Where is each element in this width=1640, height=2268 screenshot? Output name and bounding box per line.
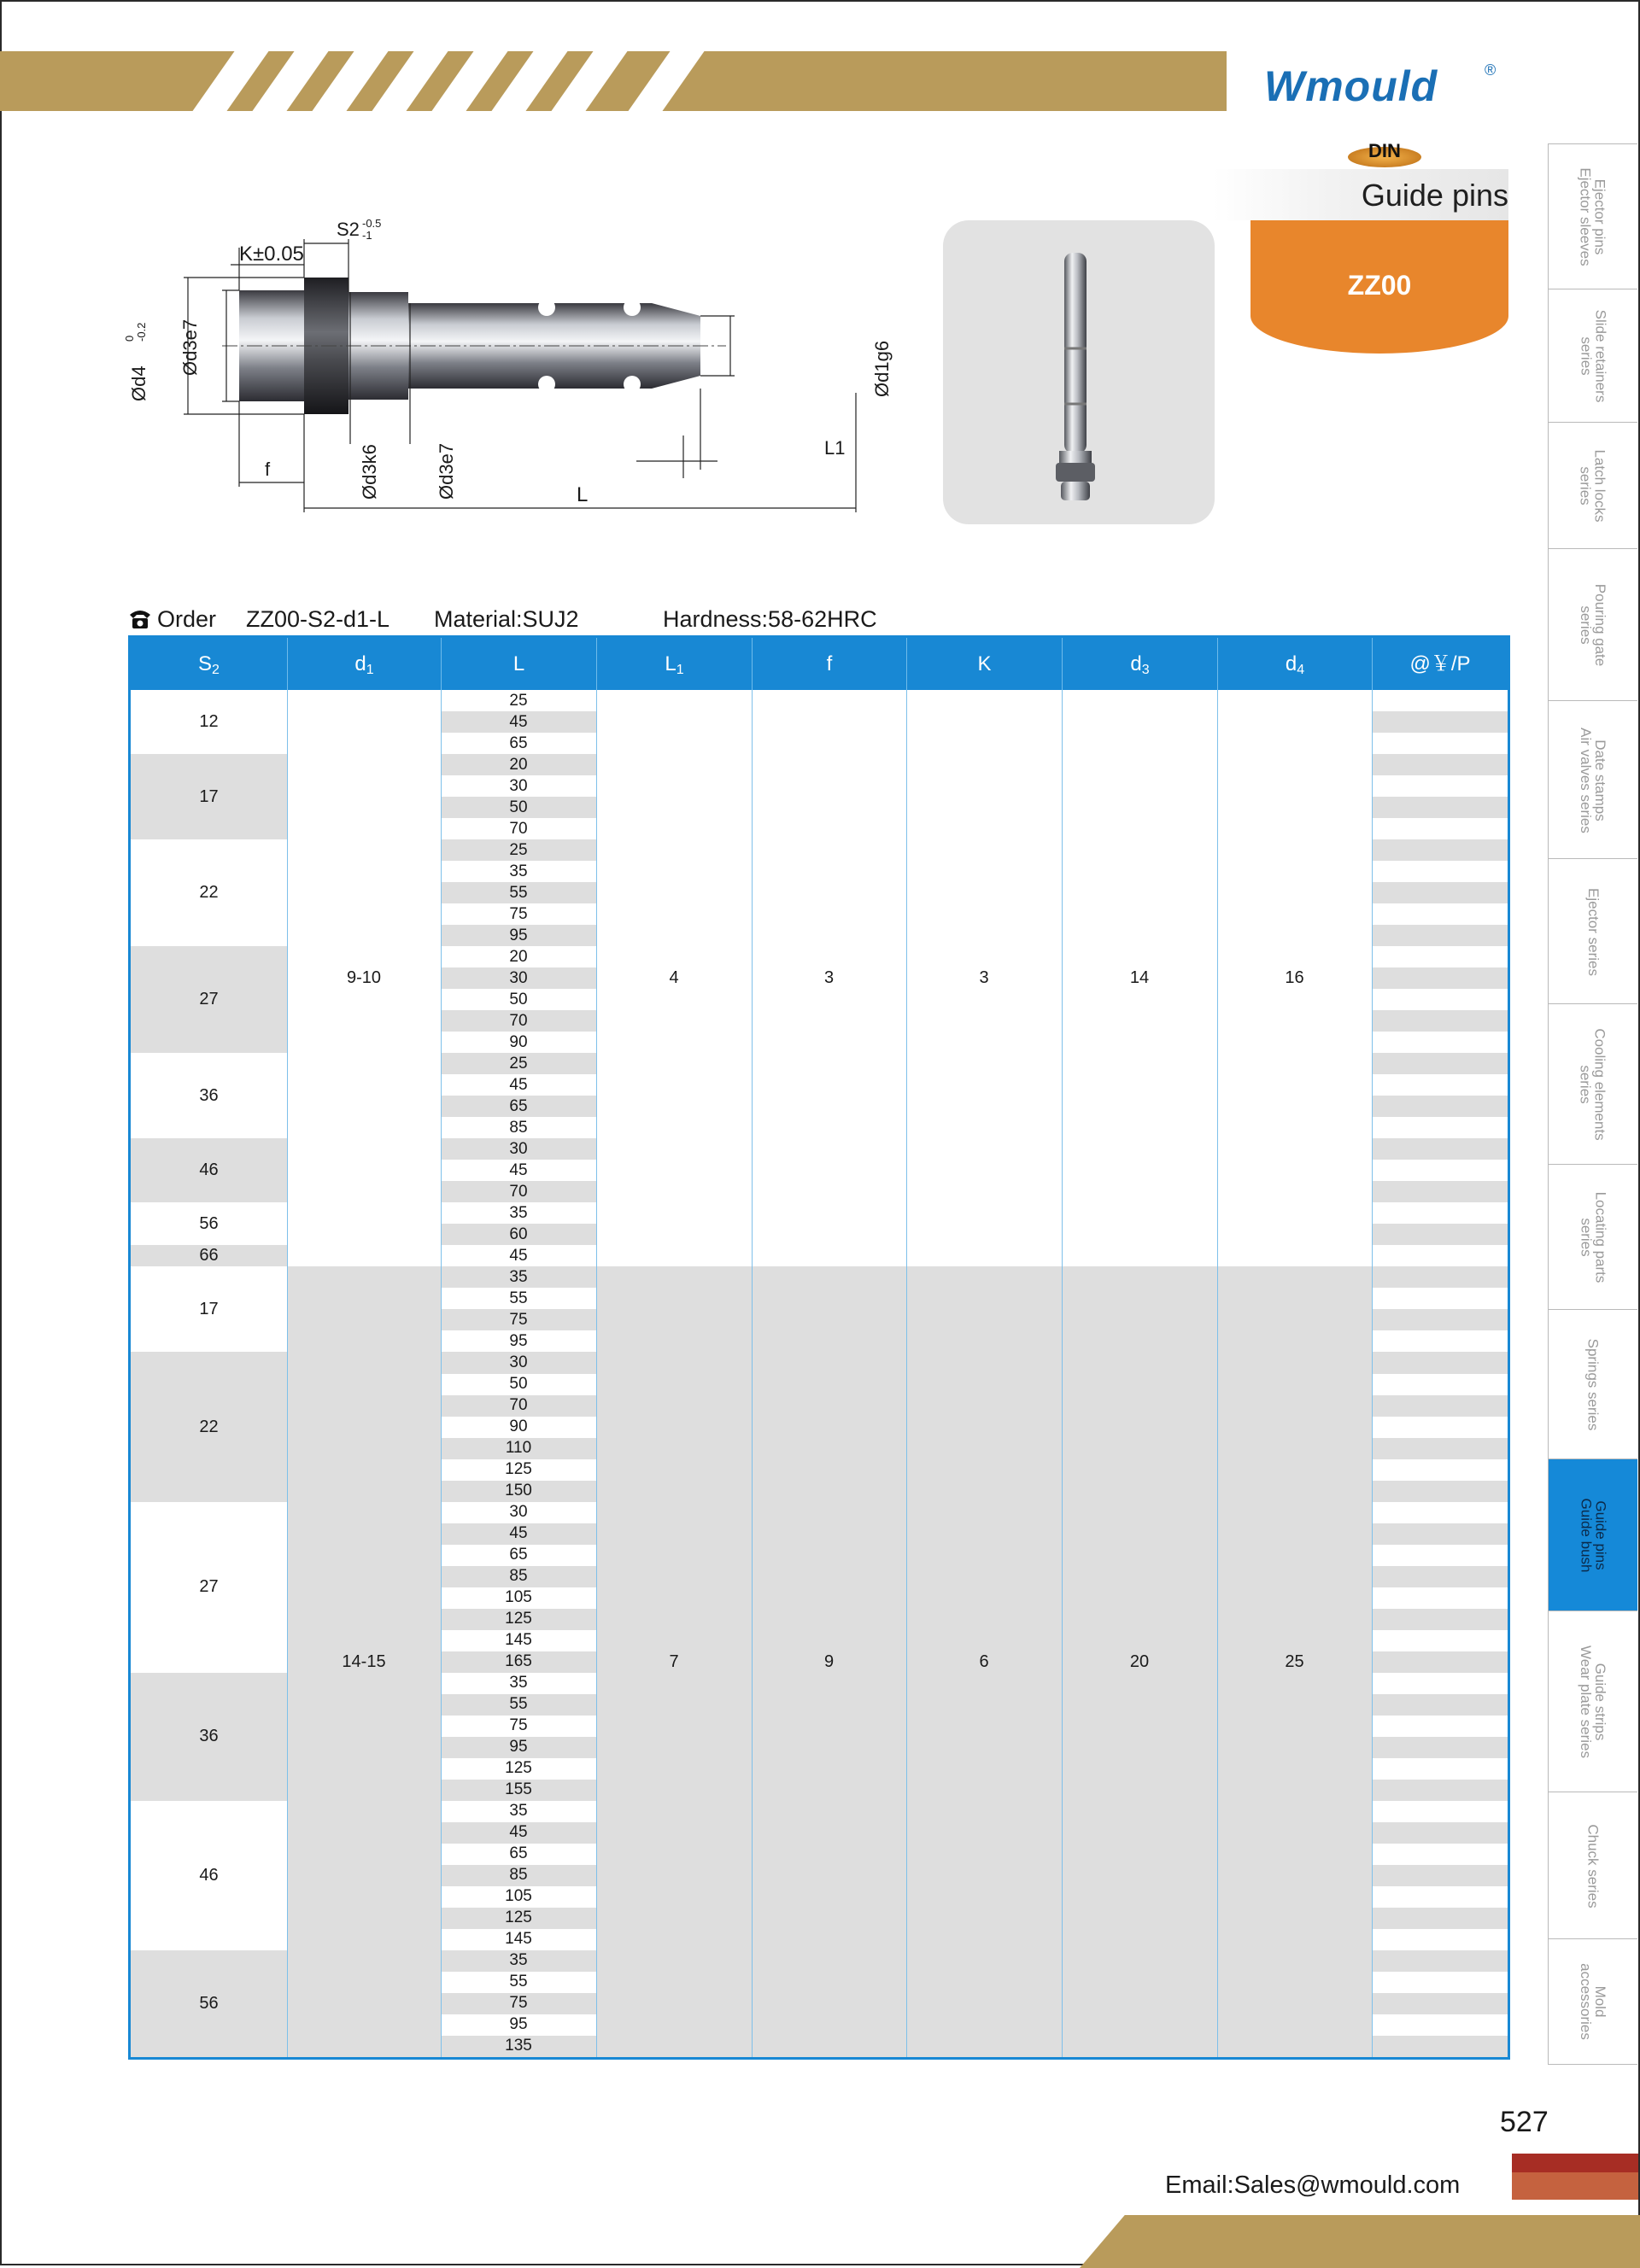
- price-cell: [1372, 839, 1508, 861]
- price-cell: [1372, 1758, 1508, 1780]
- page-number: 527: [1500, 2106, 1549, 2138]
- length-cell: 75: [441, 1716, 596, 1737]
- spec-table: [128, 635, 1510, 2060]
- s2-cell: 22: [131, 839, 287, 946]
- product-code-tab: [1250, 220, 1508, 354]
- length-cell: 35: [441, 1202, 596, 1224]
- column-header: $S_2$: [198, 652, 220, 677]
- length-cell: 65: [441, 733, 596, 754]
- price-cell: [1372, 1032, 1508, 1053]
- s2-cell: 17: [131, 1266, 287, 1352]
- length-cell: 45: [441, 1160, 596, 1181]
- k-tolerance-label: K±0.05: [239, 243, 304, 266]
- length-cell: 35: [441, 1801, 596, 1822]
- d4-cell: 25: [1217, 1266, 1372, 2057]
- price-cell: [1372, 818, 1508, 839]
- length-cell: 45: [441, 1822, 596, 1844]
- s2-cell: 56: [131, 1202, 287, 1245]
- s2-cell: 36: [131, 1673, 287, 1801]
- pin-body: [222, 278, 726, 414]
- price-cell: [1372, 1844, 1508, 1865]
- price-cell: [1372, 1545, 1508, 1566]
- column-header: $d_1$: [287, 638, 441, 690]
- price-cell: [1372, 775, 1508, 797]
- length-cell: 110: [441, 1438, 596, 1459]
- length-cell: 35: [441, 1673, 596, 1694]
- price-cell: [1372, 1673, 1508, 1694]
- length-cell: 55: [441, 882, 596, 903]
- column-divider: [1372, 690, 1373, 2057]
- price-cell: [1372, 1117, 1508, 1138]
- price-cell: [1372, 1865, 1508, 1886]
- sidebar-item-label: Guide pins Guide bush: [1577, 1498, 1608, 1573]
- length-cell: 50: [441, 1374, 596, 1395]
- column-header: L: [441, 638, 596, 690]
- order-prefix: Order: [157, 606, 217, 632]
- sidebar-item[interactable]: [1548, 143, 1637, 290]
- title-bar: [1213, 169, 1508, 220]
- s2-cell: 12: [131, 690, 287, 754]
- price-cell: [1372, 903, 1508, 925]
- top-decorative-band: [0, 51, 1227, 111]
- length-cell: 75: [441, 1309, 596, 1330]
- sidebar-item[interactable]: [1548, 1610, 1637, 1793]
- guide-pin-photo-icon: [943, 220, 1215, 524]
- length-cell: 155: [441, 1780, 596, 1801]
- s2-cell: 22: [131, 1352, 287, 1501]
- price-cell: [1372, 1694, 1508, 1716]
- sidebar-item[interactable]: [1548, 858, 1637, 1005]
- price-cell: [1372, 1053, 1508, 1074]
- length-cell: 95: [441, 2014, 596, 2036]
- length-cell: 85: [441, 1117, 596, 1138]
- din-badge-text: DIN: [1368, 140, 1401, 161]
- sidebar-item-label: Pouring gate series: [1578, 583, 1608, 667]
- length-cell: 75: [441, 903, 596, 925]
- length-cell: 90: [441, 1417, 596, 1438]
- s2-cell: 36: [131, 1053, 287, 1138]
- order-info-line: [126, 603, 981, 637]
- sidebar-item-label: Locating parts series: [1578, 1191, 1609, 1283]
- length-cell: 145: [441, 1630, 596, 1651]
- length-cell: 45: [441, 711, 596, 733]
- s2-cell: 66: [131, 1245, 287, 1266]
- price-cell: [1372, 1716, 1508, 1737]
- l-label: L: [577, 483, 589, 506]
- length-cell: 65: [441, 1844, 596, 1865]
- d1-cell: 9-10: [287, 690, 441, 1266]
- footer-accent-bar: [1512, 2172, 1638, 2200]
- length-cell: 20: [441, 946, 596, 967]
- price-cell: [1372, 1502, 1508, 1523]
- price-cell: [1372, 1950, 1508, 1972]
- column-divider: [441, 690, 442, 2057]
- length-cell: 70: [441, 1395, 596, 1417]
- price-cell: [1372, 1181, 1508, 1202]
- price-cell: [1372, 1993, 1508, 2014]
- price-cell: [1372, 1822, 1508, 1844]
- column-header: f: [752, 638, 906, 690]
- price-cell: [1372, 1630, 1508, 1651]
- sidebar-item[interactable]: [1548, 1792, 1637, 1940]
- registered-mark: ®: [1485, 61, 1496, 79]
- length-cell: 30: [441, 1352, 596, 1373]
- column-divider: [287, 690, 288, 2057]
- sidebar-item-label: Slide retainers series: [1578, 309, 1609, 403]
- length-cell: 30: [441, 967, 596, 989]
- price-cell: [1372, 1160, 1508, 1181]
- sidebar-item-label: Guide strips Wear plate series: [1578, 1645, 1608, 1758]
- price-cell: [1372, 946, 1508, 967]
- sidebar-item-label: Ejector pins Ejector sleeves: [1578, 167, 1608, 266]
- s2-cell: 27: [131, 1502, 287, 1673]
- length-cell: 30: [441, 1138, 596, 1160]
- table-header: [131, 638, 1508, 690]
- sidebar-item[interactable]: [1548, 289, 1637, 424]
- d1-cell: 14-15: [287, 1266, 441, 2057]
- length-cell: 85: [441, 1566, 596, 1587]
- length-cell: 75: [441, 1993, 596, 2014]
- length-cell: 45: [441, 1245, 596, 1266]
- din-badge: [1348, 140, 1421, 169]
- sidebar-item[interactable]: [1548, 1309, 1637, 1460]
- contact-email: Email:Sales@wmould.com: [1165, 2172, 1461, 2199]
- d4-tolerance-lower: -0.2: [135, 322, 148, 342]
- d1g6-label: Ød1g6: [871, 340, 893, 397]
- d4-tolerance-upper: 0: [123, 335, 136, 342]
- sidebar-item-label: Chuck series: [1584, 1823, 1602, 1909]
- price-cell: [1372, 1566, 1508, 1587]
- price-cell: [1372, 2036, 1508, 2057]
- price-cell: [1372, 1074, 1508, 1096]
- length-cell: 45: [441, 1523, 596, 1545]
- length-cell: 105: [441, 1587, 596, 1609]
- length-cell: 55: [441, 1288, 596, 1309]
- price-cell: [1372, 882, 1508, 903]
- length-cell: 135: [441, 2036, 596, 2057]
- sidebar-item-label: Cooling elements series: [1578, 1028, 1609, 1141]
- s2-cell: 17: [131, 754, 287, 839]
- column-divider: [1217, 690, 1218, 2057]
- phone-icon: [126, 605, 154, 632]
- l1-label: L1: [824, 437, 846, 459]
- length-cell: 20: [441, 754, 596, 775]
- hardness: Hardness:58-62HRC: [663, 606, 877, 632]
- price-cell: [1372, 1481, 1508, 1502]
- price-cell: [1372, 1245, 1508, 1266]
- band-stripe: [622, 51, 710, 111]
- length-cell: 70: [441, 1010, 596, 1032]
- length-cell: 85: [441, 1865, 596, 1886]
- sidebar-item[interactable]: [1548, 700, 1637, 860]
- price-cell: [1372, 1972, 1508, 1993]
- length-cell: 30: [441, 775, 596, 797]
- length-cell: 35: [441, 861, 596, 882]
- price-cell: [1372, 2014, 1508, 2036]
- d4-label: Ød4: [128, 365, 149, 401]
- price-cell: [1372, 1459, 1508, 1481]
- length-cell: 30: [441, 1502, 596, 1523]
- page-title: Guide pins: [1361, 178, 1508, 213]
- sidebar-item[interactable]: [1548, 1164, 1637, 1311]
- s2-cell: 56: [131, 1950, 287, 2057]
- price-cell: [1372, 925, 1508, 946]
- k-cell: 6: [906, 1266, 1062, 2057]
- s2-tolerance-lower: -1: [362, 229, 372, 242]
- price-cell: [1372, 1651, 1508, 1673]
- material: Material:SUJ2: [434, 606, 579, 632]
- k-cell: 3: [906, 690, 1062, 1266]
- d4-cell: 16: [1217, 690, 1372, 1266]
- s2-tolerance-upper: -0.5: [362, 217, 382, 230]
- sidebar-item-label: Mold accessories: [1577, 1963, 1608, 2040]
- table-body: [131, 690, 1508, 2057]
- length-cell: 90: [441, 1032, 596, 1053]
- sidebar-item-label: Springs series: [1584, 1338, 1602, 1431]
- price-cell: [1372, 1908, 1508, 1929]
- s2-cell: 46: [131, 1138, 287, 1202]
- price-cell: [1372, 1374, 1508, 1395]
- length-cell: 55: [441, 1694, 596, 1716]
- price-cell: [1372, 690, 1508, 711]
- price-cell: [1372, 1801, 1508, 1822]
- column-header: $d_4$: [1217, 638, 1372, 690]
- length-cell: 95: [441, 1737, 596, 1758]
- length-cell: 65: [441, 1096, 596, 1117]
- price-cell: [1372, 1202, 1508, 1224]
- length-cell: 50: [441, 989, 596, 1010]
- length-cell: 125: [441, 1459, 596, 1481]
- price-cell: [1372, 1587, 1508, 1609]
- price-cell: [1372, 967, 1508, 989]
- d3-cell: 14: [1062, 690, 1217, 1266]
- price-cell: [1372, 797, 1508, 818]
- column-header: @￥/P: [1372, 638, 1508, 690]
- price-cell: [1372, 1330, 1508, 1352]
- sidebar-item[interactable]: [1548, 548, 1637, 702]
- price-cell: [1372, 1288, 1508, 1309]
- length-cell: 25: [441, 839, 596, 861]
- brand-logo-area: [1230, 51, 1517, 120]
- length-cell: 50: [441, 797, 596, 818]
- length-cell: 70: [441, 1181, 596, 1202]
- d3e7-mid-label: Ød3e7: [436, 442, 457, 500]
- price-cell: [1372, 1523, 1508, 1545]
- l1-cell: 4: [596, 690, 752, 1266]
- price-cell: [1372, 1395, 1508, 1417]
- length-cell: 145: [441, 1929, 596, 1950]
- d3-cell: 20: [1062, 1266, 1217, 2057]
- length-cell: 35: [441, 1950, 596, 1972]
- length-cell: 150: [441, 1481, 596, 1502]
- price-cell: [1372, 861, 1508, 882]
- product-code: ZZ00: [1347, 270, 1412, 301]
- column-header: $L_1$: [596, 638, 752, 690]
- price-cell: [1372, 1352, 1508, 1373]
- price-cell: [1372, 733, 1508, 754]
- price-cell: [1372, 754, 1508, 775]
- s2-cell: 46: [131, 1801, 287, 1950]
- sidebar-item[interactable]: [1548, 1003, 1637, 1166]
- column-header: K: [906, 638, 1062, 690]
- s2-label: S2: [337, 219, 360, 240]
- f-cell: 9: [752, 1266, 906, 2057]
- price-cell: [1372, 1266, 1508, 1288]
- footer-accent-bar: [1512, 2154, 1638, 2172]
- sidebar-item-label: Date stamps Air valves series: [1578, 727, 1609, 833]
- d3e7-left-label: Ød3e7: [179, 319, 201, 376]
- length-cell: 165: [441, 1651, 596, 1673]
- price-cell: [1372, 1886, 1508, 1908]
- guide-pin-drawing: [120, 213, 922, 529]
- sidebar-item[interactable]: [1548, 422, 1637, 550]
- f-label: f: [265, 459, 271, 480]
- price-cell: [1372, 1929, 1508, 1950]
- length-cell: 95: [441, 925, 596, 946]
- length-cell: 65: [441, 1545, 596, 1566]
- order-code: ZZ00-S2-d1-L: [246, 606, 390, 632]
- column-divider: [752, 690, 753, 2057]
- price-cell: [1372, 1096, 1508, 1117]
- sidebar-item-label: Ejector series: [1584, 887, 1602, 976]
- f-cell: 3: [752, 690, 906, 1266]
- price-cell: [1372, 1609, 1508, 1630]
- length-cell: 125: [441, 1758, 596, 1780]
- column-divider: [906, 690, 907, 2057]
- price-cell: [1372, 1010, 1508, 1032]
- price-cell: [1372, 989, 1508, 1010]
- length-cell: 70: [441, 818, 596, 839]
- price-cell: [1372, 1417, 1508, 1438]
- length-cell: 35: [441, 1266, 596, 1288]
- column-divider: [1062, 690, 1063, 2057]
- column-divider: [596, 690, 597, 2057]
- sidebar-item[interactable]: [1548, 1458, 1637, 1612]
- length-cell: 45: [441, 1074, 596, 1096]
- price-cell: [1372, 1780, 1508, 1801]
- length-cell: 95: [441, 1330, 596, 1352]
- price-cell: [1372, 1309, 1508, 1330]
- s2-cell: 27: [131, 946, 287, 1053]
- length-cell: 125: [441, 1609, 596, 1630]
- length-cell: 25: [441, 1053, 596, 1074]
- product-photo: [943, 220, 1215, 524]
- d3k6-label: Ød3k6: [359, 444, 380, 500]
- price-cell: [1372, 1438, 1508, 1459]
- length-cell: 60: [441, 1224, 596, 1245]
- price-cell: [1372, 1224, 1508, 1245]
- column-header: $d_3$: [1062, 638, 1217, 690]
- bottom-decorative-band: [1080, 2215, 1640, 2268]
- length-cell: 25: [441, 690, 596, 711]
- price-cell: [1372, 1138, 1508, 1160]
- price-cell: [1372, 711, 1508, 733]
- length-cell: 125: [441, 1908, 596, 1929]
- price-cell: [1372, 1737, 1508, 1758]
- l1-cell: 7: [596, 1266, 752, 2057]
- sidebar-item-label: Latch locks series: [1577, 449, 1608, 523]
- length-cell: 105: [441, 1886, 596, 1908]
- sidebar-item[interactable]: [1548, 1938, 1637, 2065]
- length-cell: 55: [441, 1972, 596, 1993]
- brand-logo: Wmould: [1264, 62, 1438, 110]
